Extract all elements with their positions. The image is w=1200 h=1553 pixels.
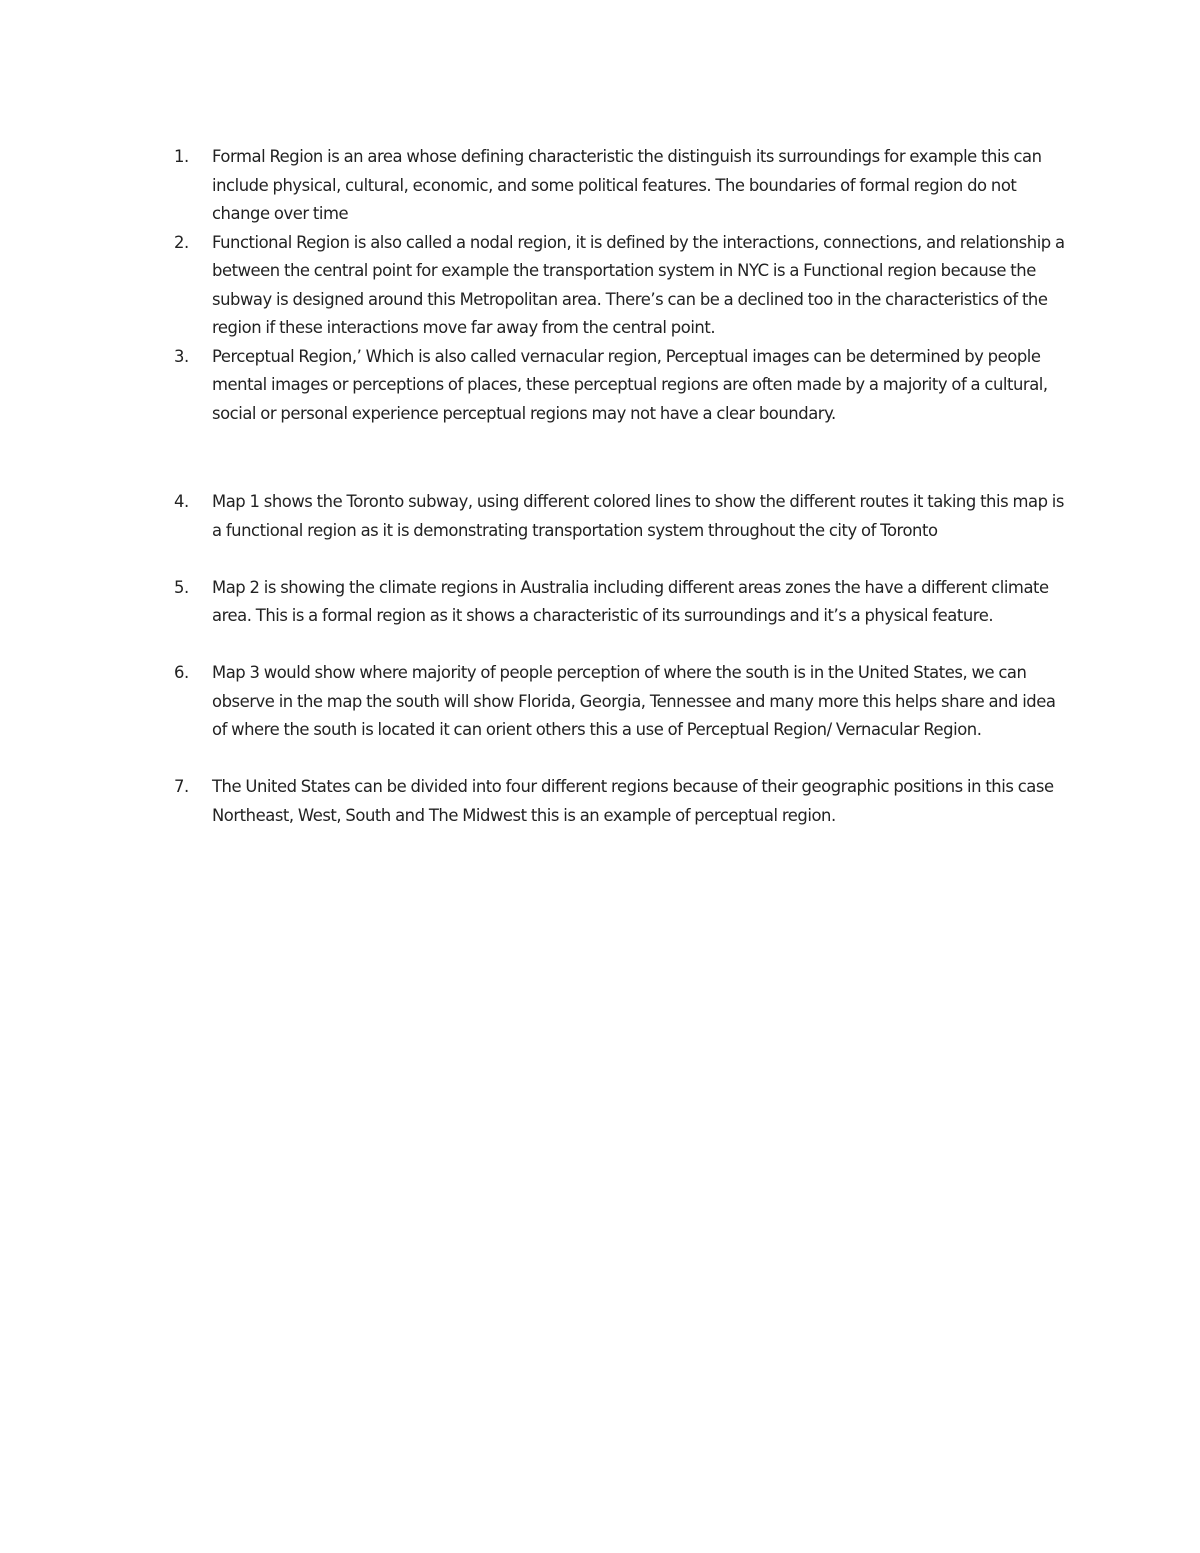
list-item-text: Functional Region is also called a nodal region, it is defined by the interactions, connections, and relationship a between the central point for example the transportation system in NYC is a Functional region because the subway is designed around this Metropolitan area. There’s can be a declined too in the characteristics of the region if these interactions move far away from the central point.	[212, 232, 1065, 337]
list-item-text: Map 2 is showing the climate regions in Australia including different areas zones the have a different climate area. This is a formal region as it shows a characteristic of its surroundings and it’s a physical feature.	[212, 577, 1049, 625]
list-item-number: 5.	[174, 577, 189, 597]
list-item	[0, 229, 1200, 343]
list-item-text: Map 3 would show where majority of people perception of where the south is in the United States, we can observe in the map the south will show Florida, Georgia, Tennessee and many more this helps share and idea of where the south is located it can orient others this a use of Perceptual Region/ Vernacular Region.	[212, 663, 1056, 739]
list-item	[0, 143, 1200, 229]
list-item	[0, 343, 1200, 429]
numbered-list	[0, 143, 1200, 830]
list-item	[0, 488, 1200, 545]
list-item-number: 1.	[174, 147, 189, 166]
list-item-number: 7.	[174, 777, 189, 796]
list-item	[0, 659, 1200, 745]
list-item-number: 3.	[174, 346, 189, 366]
list-item	[0, 773, 1200, 830]
list-item-text: The United States can be divided into four different regions because of their geographic positions in this case Northeast, West, South and The Midwest this is an example of perceptual region.	[212, 777, 1054, 825]
list-item-text: Perceptual Region,’ Which is also called vernacular region, Perceptual images can be determined by people mental images or perceptions of places, these perceptual regions are often made by a majority of a cultural, social or personal experience perceptual regions may not have a clear boundary.	[212, 346, 1048, 423]
list-item-number: 6.	[174, 663, 189, 682]
list-item-number: 2.	[174, 232, 189, 252]
list-item	[0, 574, 1200, 631]
list-item-text: Map 1 shows the Toronto subway, using different colored lines to show the different routes it taking this map is a functional region as it is demonstrating transportation system throughout the city of Toronto	[212, 492, 1064, 540]
list-item-number: 4.	[174, 492, 189, 511]
list-item-text: Formal Region is an area whose defining characteristic the distinguish its surroundings for example this can include physical, cultural, economic, and some political features. The boundaries of formal region do not change over time	[212, 147, 1042, 223]
